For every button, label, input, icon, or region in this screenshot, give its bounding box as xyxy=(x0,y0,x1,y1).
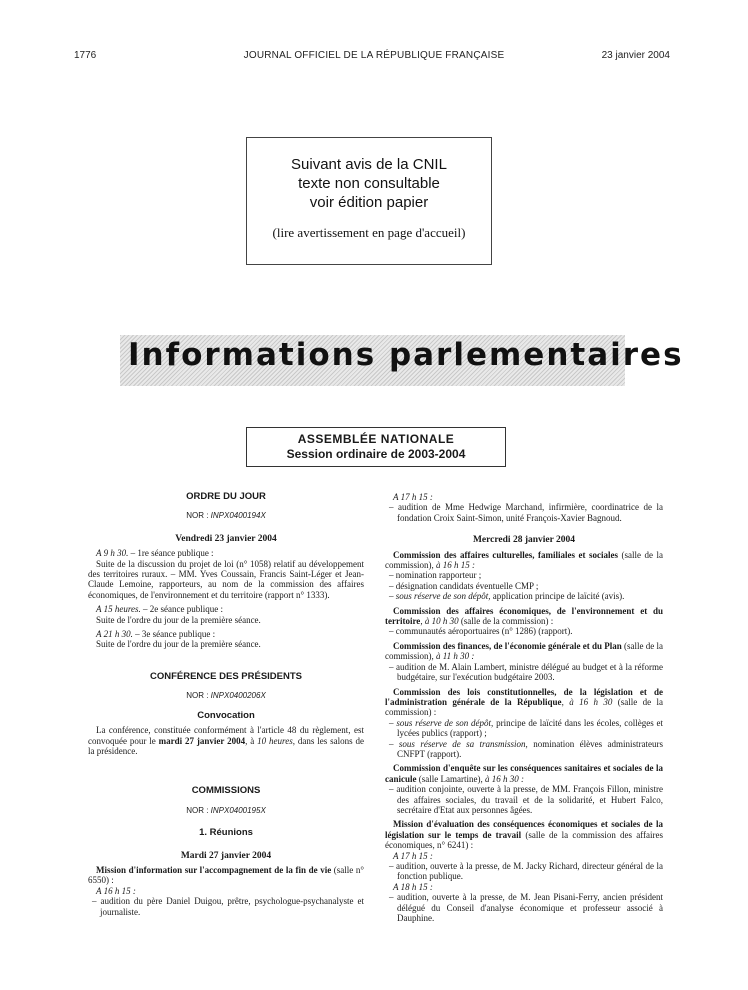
seance-2-heading xyxy=(88,604,364,614)
c4-item-2-text: nomination élèves administrateurs CNFPT (rapport). xyxy=(397,738,664,759)
c4-time: à 16 h 30 xyxy=(569,696,613,707)
nor-prefix: NOR : xyxy=(186,805,211,815)
c1-item-3-it: – sous réserve de son dépôt, xyxy=(389,591,491,602)
conference-heading: CONFÉRENCE DES PRÉSIDENTS xyxy=(149,670,303,682)
c6-time-1: A 17 h 15 : xyxy=(393,850,433,861)
cnil-note: (lire avertissement en page d'accueil) xyxy=(272,225,466,240)
commissions-heading: COMMISSIONS xyxy=(191,785,261,797)
header-date: 23 janvier 2004 xyxy=(601,50,670,61)
commission-6 xyxy=(385,819,663,850)
conv-text-c: , dans les salons de la présidence. xyxy=(88,735,365,756)
commission-5 xyxy=(385,763,663,784)
banner-title: Informations parlementaires xyxy=(128,337,684,373)
c5-item-1: – audition conjointe, ouverte à la presse, de MM. François Fillon, ministre des affaires sociales, du travail et de la solidarité, et Hubert Falco, secrétaire d'Etat aux personnes âgées. xyxy=(389,784,663,815)
cnil-line-2: texte non consultable xyxy=(298,175,440,192)
conference-nor xyxy=(88,691,364,701)
right-column xyxy=(385,492,663,923)
commissions-nor xyxy=(88,806,364,816)
mission-time: A 16 h 15 : xyxy=(96,885,136,896)
c3-title: Commission des finances, de l'économie générale et du Plan xyxy=(393,640,622,651)
assembly-title: ASSEMBLÉE NATIONALE xyxy=(297,432,455,446)
c4-item-1 xyxy=(385,718,663,739)
c6-time-2: A 18 h 15 : xyxy=(393,881,433,892)
seance-1-heading xyxy=(88,548,364,558)
c1-title: Commission des affaires culturelles, familiales et sociales xyxy=(393,549,618,560)
c1-item-1: – nomination rapporteur ; xyxy=(389,570,482,581)
c3-item-1: – audition de M. Alain Lambert, ministre délégué au budget et à la réforme budgétaire, sur l'exécution budgétaire 2003. xyxy=(389,661,663,683)
commission-4 xyxy=(385,687,663,718)
c6-title: Mission d'évaluation des conséquences économiques et sociales de la législation sur le temps de travail xyxy=(385,819,663,840)
c6-item-2: – audition, ouverte à la presse, de M. Jean Pisani-Ferry, ancien président délégué du Conseil d'analyse économique et professeur associé à Dauphine. xyxy=(389,892,663,924)
c2-rest: , xyxy=(420,616,425,627)
cnil-notice xyxy=(246,137,492,265)
reunions-heading: 1. Réunions xyxy=(199,827,253,839)
c4-item-1-text: principe de laïcité dans les écoles, collèges et lycées publics (rapport) ; xyxy=(397,717,664,739)
ordre-heading: ORDRE DU JOUR xyxy=(186,491,266,502)
conv-time: 10 heures xyxy=(257,735,293,746)
c4-item-2-it: – sous réserve de sa transmission, xyxy=(389,738,528,749)
conv-date: mardi 27 janvier 2004 xyxy=(158,735,246,746)
conv-text-b: , à xyxy=(245,735,258,746)
mission-line xyxy=(88,865,364,886)
c3-time: à 11 h 30 : xyxy=(436,651,475,662)
r-item-1: – audition de Mme Hedwige Marchand, infirmière, coordinatrice de la fondation Croix Saint-Simon, unité François-Xavier Bagnoud. xyxy=(389,502,663,523)
assembly-box xyxy=(246,427,506,467)
ordre-nor xyxy=(88,511,364,521)
page-number: 1776 xyxy=(74,50,97,61)
r-time-1: A 17 h 15 : xyxy=(393,492,433,502)
seance-2-time: A 15 heures. xyxy=(96,604,141,615)
c6-rest: (salle de la commission des affaires économiques, n° 6241) : xyxy=(385,829,664,851)
c4-item-2 xyxy=(385,739,663,760)
mission-rest: (salle n° 6550) : xyxy=(88,864,364,886)
c1-item-3 xyxy=(385,591,663,601)
assembly-session: Session ordinaire de 2003-2004 xyxy=(286,447,466,461)
seance-3-body: Suite de l'ordre du jour de la première séance. xyxy=(96,639,261,650)
seance-3-label: – 3e séance publique : xyxy=(132,629,216,640)
c1-rest: (salle de la commission), xyxy=(385,549,664,571)
nor-code: INPX0400194X xyxy=(210,511,266,521)
commissions-date: Mardi 27 janvier 2004 xyxy=(180,850,272,861)
seance-3-heading xyxy=(88,629,364,639)
c4-item-1-it: – sous réserve de son dépôt, xyxy=(389,717,494,728)
r-date: Mercredi 28 janvier 2004 xyxy=(472,535,576,546)
convocation-heading: Convocation xyxy=(197,709,255,721)
c4-rest: , xyxy=(561,696,570,707)
seance-1-body: Suite de la discussion du projet de loi (n° 1058) relatif au développement des territoires ruraux. – MM. Yves Coussain, Francis Saint-Léger et Jean-Claude Lemoine, rapporteurs, au nom de la commission des affaires économiques, de l'environnement et du territoire (rapport n° 1333). xyxy=(88,558,364,600)
c4-title: Commission des lois constitutionnelles, de la législation et de l'administration générale de la République xyxy=(385,686,663,707)
c1-item-2: – désignation candidats éventuelle CMP ; xyxy=(389,580,539,591)
commission-3 xyxy=(385,641,663,662)
convocation-body xyxy=(88,725,364,756)
cnil-line-1: Suivant avis de la CNIL xyxy=(291,156,447,173)
c5-rest: (salle Lamartine), xyxy=(416,773,485,784)
c2-title: Commission des affaires économiques, de l'environnement et du territoire xyxy=(385,605,663,627)
c5-time: à 16 h 30 : xyxy=(484,773,524,784)
c2-rest2: (salle de la commission) : xyxy=(458,616,554,627)
commission-1 xyxy=(385,550,663,571)
nor-prefix: NOR : xyxy=(186,511,211,521)
c3-rest: (salle de la commission), xyxy=(385,640,663,662)
c2-item-1: – communautés aéroportuaires (n° 1286) (rapport). xyxy=(389,626,573,637)
mission-title: Mission d'information sur l'accompagnement de la fin de vie xyxy=(96,864,332,875)
seance-2-label: – 2e séance publique : xyxy=(140,604,223,615)
nor-code: INPX0400206X xyxy=(210,691,266,701)
c2-time: à 10 h 30 xyxy=(424,616,459,627)
seance-2-body: Suite de l'ordre du jour de la première séance. xyxy=(96,614,261,625)
section-banner xyxy=(120,335,684,386)
nor-code: INPX0400195X xyxy=(210,805,266,815)
seance-1-label: – 1re séance publique : xyxy=(128,548,214,559)
c5-title: Commission d'enquête sur les conséquences sanitaires et sociales de la canicule xyxy=(385,763,663,784)
cnil-line-3: voir édition papier xyxy=(309,194,429,211)
c1-time: à 16 h 15 : xyxy=(436,560,475,571)
commission-2 xyxy=(385,606,663,627)
c6-item-1: – audition, ouverte à la presse, de M. Jacky Richard, directeur général de la fonction publique. xyxy=(389,861,663,882)
seance-3-time: A 21 h 30. xyxy=(96,629,133,640)
seance-1-time: A 9 h 30. xyxy=(96,548,129,559)
journal-title: JOURNAL OFFICIEL DE LA RÉPUBLIQUE FRANÇAISE xyxy=(243,50,505,61)
conv-text-a: La conférence, constituée conformément à l'article 48 du règlement, est convoquée pour le xyxy=(88,725,364,746)
left-column xyxy=(88,492,364,917)
ordre-date: Vendredi 23 janvier 2004 xyxy=(175,533,277,544)
mission-item: – audition du père Daniel Duigou, prêtre, psychologue-psychanalyste et journaliste. xyxy=(92,896,364,917)
nor-prefix: NOR : xyxy=(186,691,211,701)
c1-item-3-text: application principe de laïcité (avis). xyxy=(490,591,625,602)
c4-rest2: (salle de la commission) : xyxy=(385,696,664,718)
